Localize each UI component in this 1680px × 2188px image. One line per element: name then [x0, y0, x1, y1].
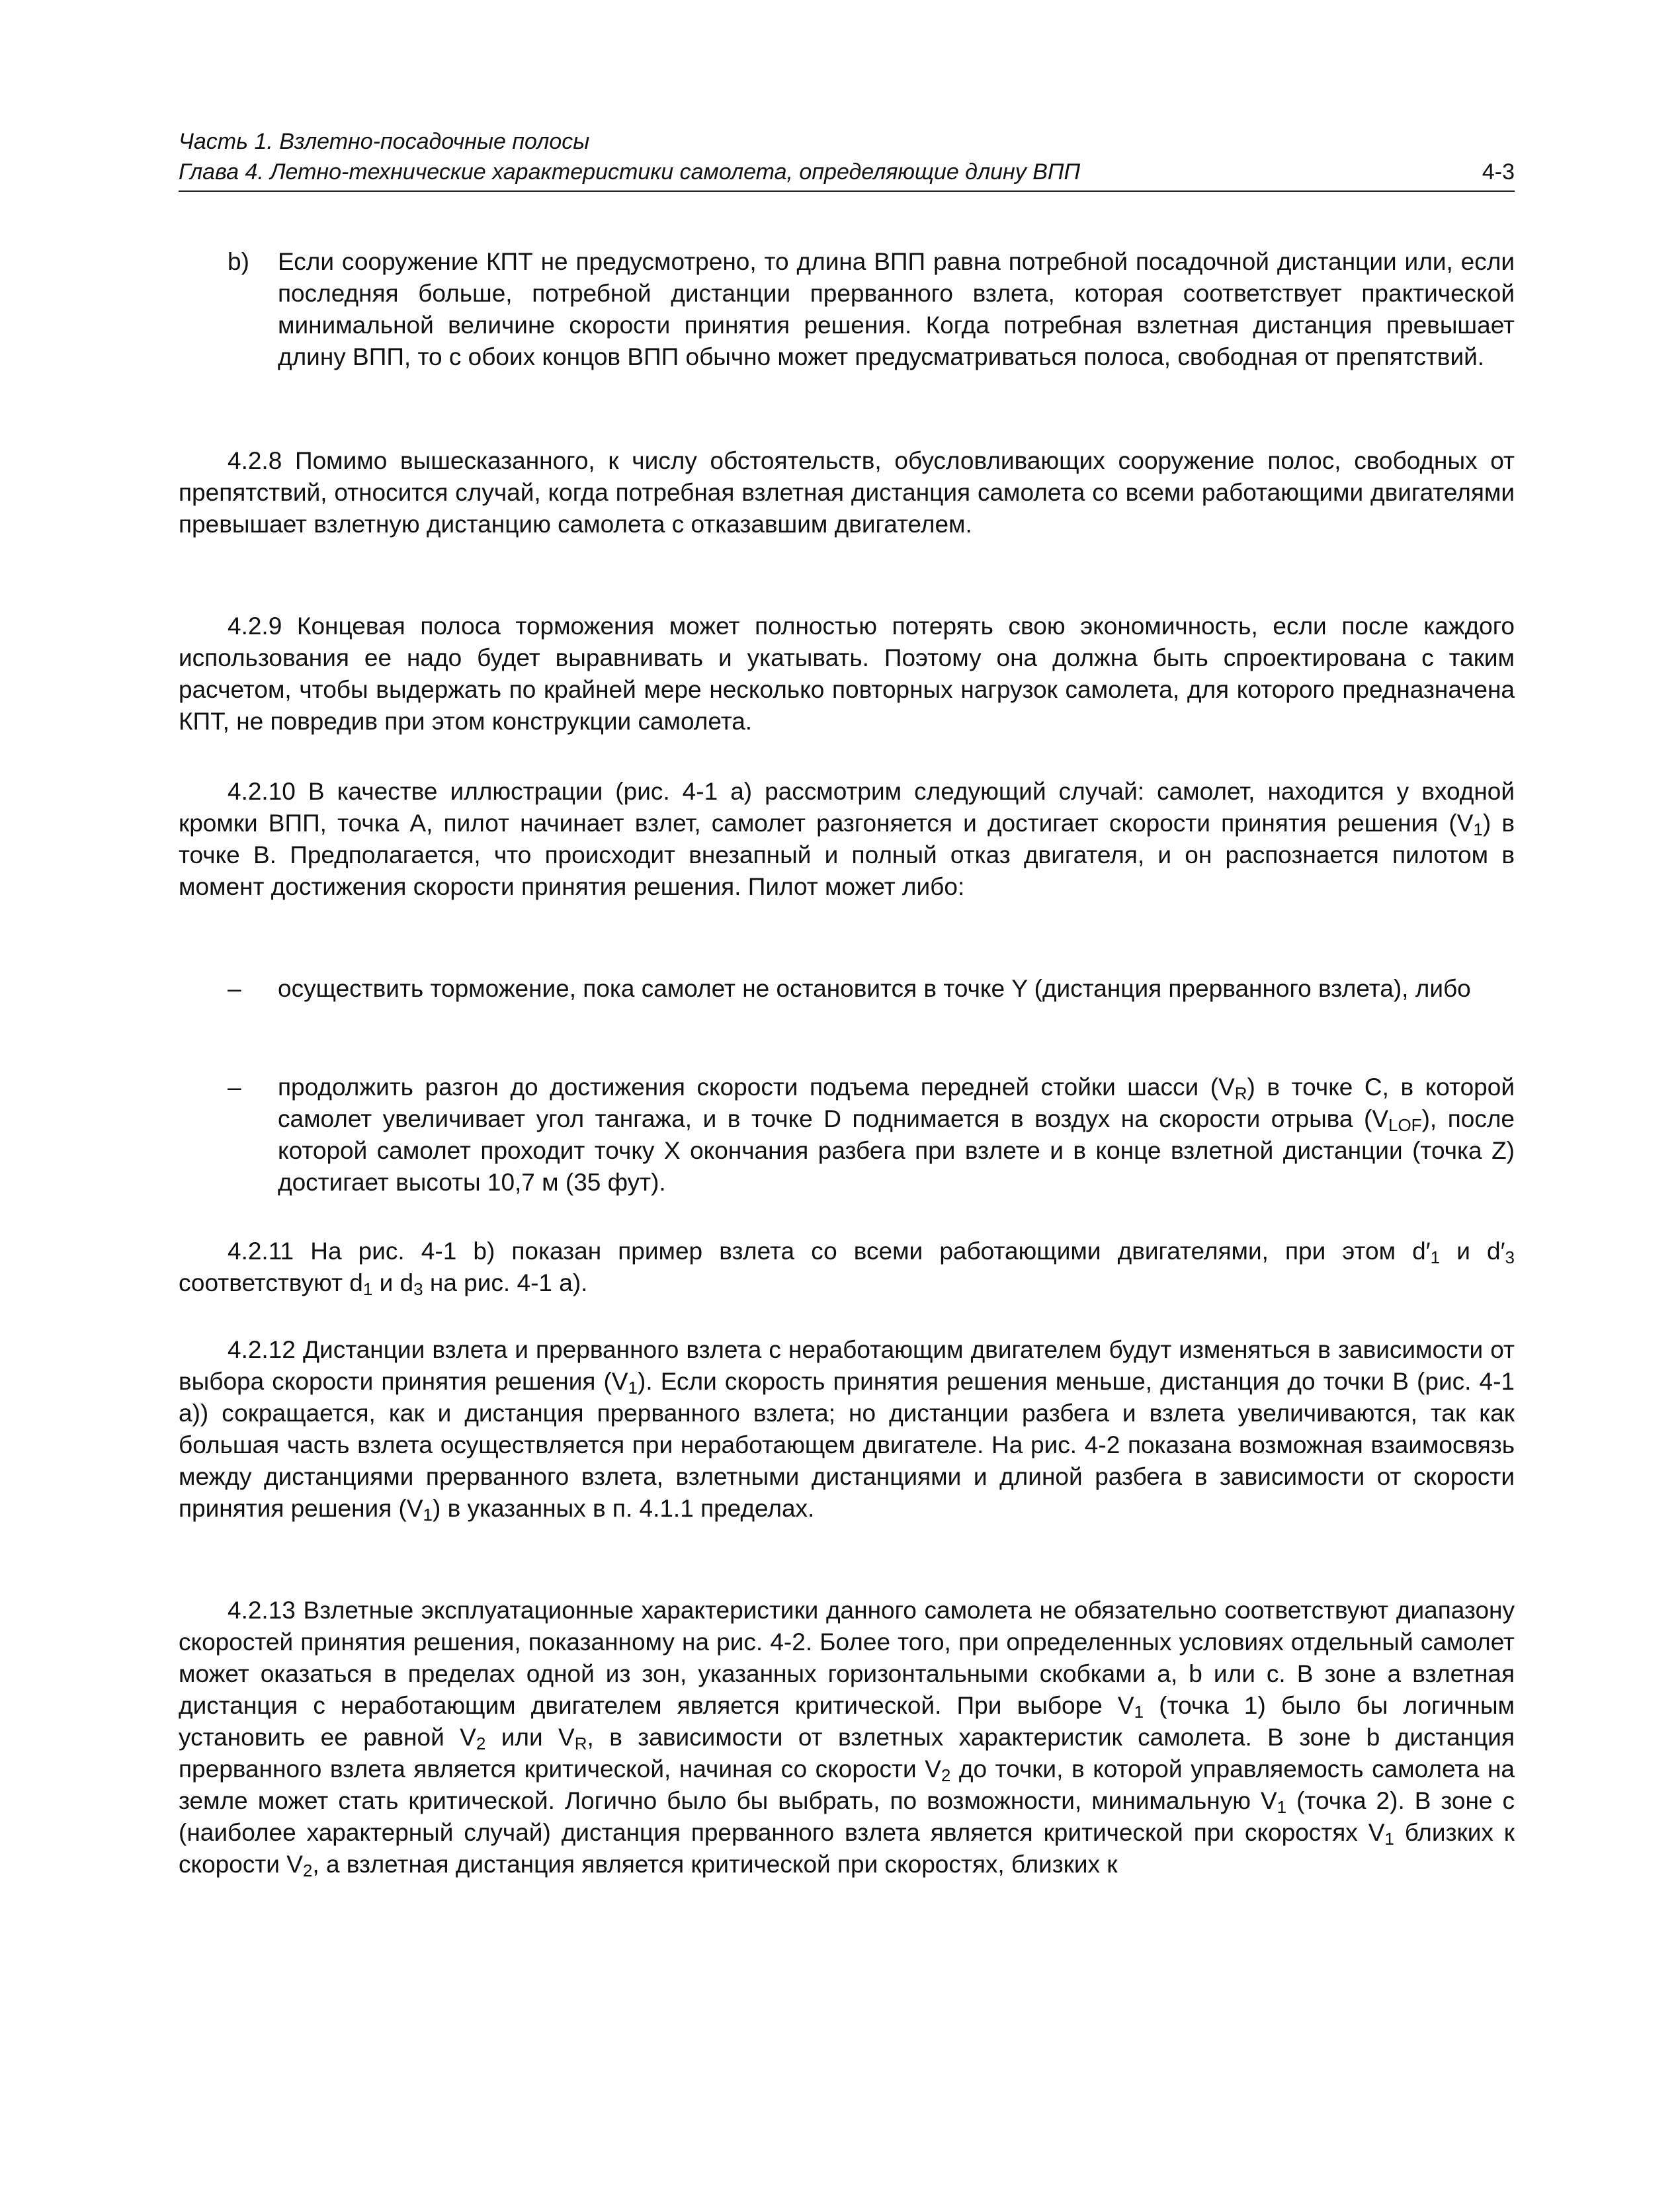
list-item-dash-1-text: осуществить торможение, пока самолет не остановится в точке Y (дистанция прерванного взлета), либо — [278, 975, 1471, 1002]
list-item-b — [179, 246, 1515, 411]
running-header-chapter — [179, 157, 1515, 187]
paragraph-4-2-9: 4.2.9 Концевая полоса торможения может полностью потерять свою экономичность, если после каждого использования ее надо будет выравнивать и укатывать. Поэтому она должна быть спроектирована с таким расчетом, чтобы выдержать по крайней мере несколько повторных нагрузок самолета, для которого предназначена КПТ, не повредив при этом конструкции самолета. — [179, 612, 1515, 735]
header-rule — [179, 190, 1515, 192]
list-item-dash-1 — [179, 973, 1515, 1039]
paragraph-4-2-8: 4.2.8 Помимо вышесказанного, к числу обстоятельств, обусловливающих сооружение полос, свободных от препятствий, относится случай, когда потребная взлетная дистанция самолета со всеми работающими двигателями превышает взлетную дистанцию самолета с отказавшим двигателем. — [179, 447, 1515, 538]
header-chapter-text: Глава 4. Летно-технические характеристики самолета, определяющие длину ВПП — [179, 159, 1081, 185]
paragraph-4-2-13: 4.2.13 Взлетные эксплуатационные характеристики данного самолета не обязательно соответствуют диапазону скоростей принятия решения, показанному на рис. 4-2. Более того, при определенных условиях отдельный самолет может оказаться в пределах одной из зон, указанных горизонтальными скобками а, b или с. В зоне а взлетная дистанция с неработающим двигателем является критической. При выборе $V_1$ (точка 1) было бы логичным установить ее равной $V_2$ или $V_R$, в зависимости от взлетных характеристик самолета. В зоне b дистанция прерванного взлета является критической, начиная со скорости $V_2$ до точки, в которой управляемость самолета на земле может стать критической. Логично было бы выбрать, по возможности, минимальную $V_1$ (точка 2). В зоне с (наиболее характерный случай) дистанция прерванного взлета является критической при скоростях $V_1$ близких к скорости $V_2$, а взлетная дистанция является критической при скоростях, близких к — [179, 1597, 1515, 1880]
dash-marker: – — [228, 975, 241, 1002]
list-marker-b: b) — [228, 248, 249, 275]
header-part-text: Часть 1. Взлетно-посадочные полосы — [179, 129, 590, 154]
running-header-part — [179, 127, 1515, 156]
list-item-dash-2-text: продолжить разгон до достижения скорости подъема передней стойки шасси $(V_R)$ в точке С, в которой самолет увеличивает угол тангажа, и в точке D поднимается в воздух на скорости отрыва $(V_{LOF})$, после которой самолет проходит точку Х окончания разбега при взлете и в конце взлетной дистанции (точка Z) достигает высоты 10,7 м (35 фут). — [278, 1073, 1515, 1196]
page-number: 4-3 — [1482, 159, 1515, 185]
paragraph-4-2-11: 4.2.11 На рис. 4-1 b) показан пример взлета со всеми работающими двигателями, при этом $d'_1$ и $d'_3$ соответствуют $d_1$ и $d_3$ на рис. 4-1 а). — [179, 1238, 1515, 1299]
dash-marker: – — [228, 1073, 241, 1101]
list-item-b-text: Если сооружение КПТ не предусмотрено, то длина ВПП равна потребной посадочной дистанции или, если последняя больше, потребной дистанции прерванного взлета, которая соответствует практической минимальной величине скорости принятия решения. Когда потребная взлетная дистанция превышает длину ВПП, то с обоих концов ВПП обычно может предусматриваться полоса, свободная от препятствий. — [278, 248, 1515, 370]
paragraph-4-2-12: 4.2.12 Дистанции взлета и прерванного взлета с неработающим двигателем будут изменяться в зависимости от выбора скорости принятия решения $(V_1)$. Если скорость принятия решения меньше, дистанция до точки В (рис. 4-1 а)) сокращается, как и дистанция прерванного взлета; но дистанции разбега и взлета увеличиваются, так как большая часть взлета осуществляется при неработающем двигателе. На рис. 4-2 показана возможная взаимосвязь между дистанциями прерванного взлета, взлетными дистанциями и длиной разбега в зависимости от скорости принятия решения $(V_1)$ в указанных в п. 4.1.1 пределах. — [179, 1336, 1515, 1525]
list-item-dash-2 — [179, 1072, 1515, 1204]
paragraph-4-2-10: 4.2.10 В качестве иллюстрации (рис. 4-1 а) рассмотрим следующий случай: самолет, находится у входной кромки ВПП, точка А, пилот начинает взлет, самолет разгоняется и достигает скорости принятия решения $(V_1)$ в точке В. Предполагается, что происходит внезапный и полный отказ двигателя, и он распознается пилотом в момент достижения скорости принятия решения. Пилот может либо: — [179, 778, 1515, 900]
